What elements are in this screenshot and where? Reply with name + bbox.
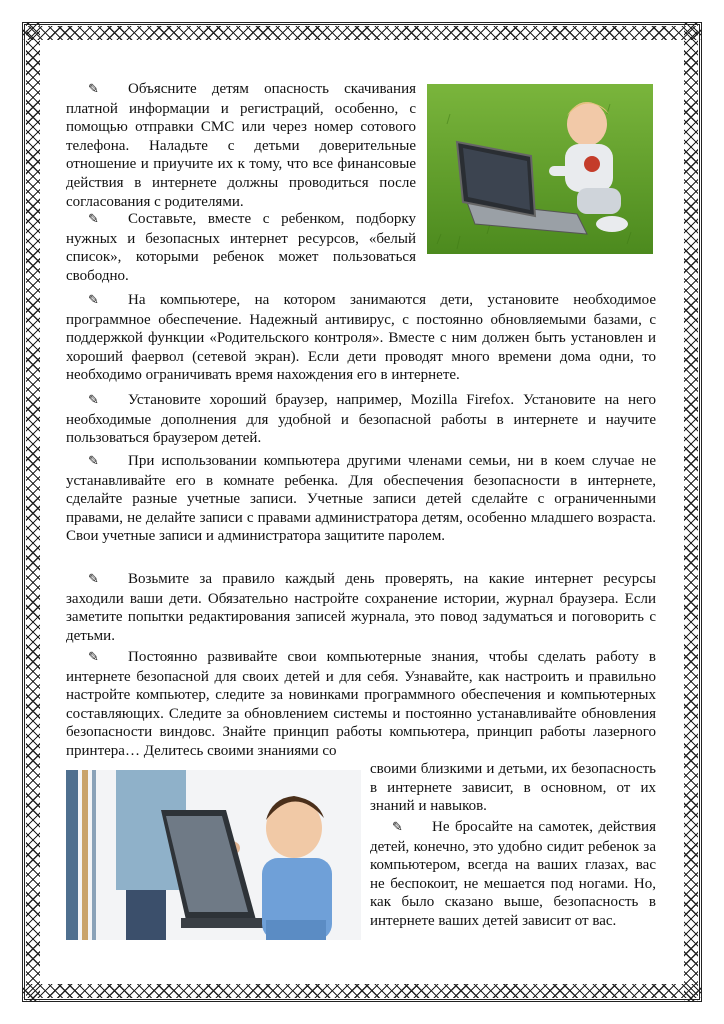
tip-paragraph-whitelist [66,210,416,285]
boy-laptop-illustration [66,770,361,940]
tip-paragraph-supervision [370,818,656,931]
pencil-icon: ✎ [88,212,99,227]
pencil-icon: ✎ [88,293,99,308]
tip-text: Не бросайте на самотек, действия детей, конечно, это удобно сидит ребенок за компьютером, всегда на ваших глазах, вас не беспокоит, не мешается под ногами. Но, как было сказано выше, безопасность в интернете ваших детей зависит от вас. [370,819,656,929]
tip-text: Установите хороший браузер, например, Mozilla Firefox. Установите на него необходимые дополнения для удобной и безопасной работы в интернете и научите пользоваться браузером детей. [66,392,656,447]
ornament-border-bottom [22,984,702,998]
tip-paragraph-accounts [66,452,656,546]
photo-toddler-laptop [427,84,653,254]
tip-paragraph-browser [66,391,656,448]
tip-text: Объясните детям опасность скачивания платной информации и регистраций, особенно, с помощью отправки СМС или через номер сотового телефона. Наладьте с детьми доверительные отношение и приучите их к тому, что все финансовые действия в интернете должны проводиться после согласования с родителями. [66,81,416,210]
tip-paragraph-software [66,291,656,385]
pencil-icon: ✎ [88,393,99,408]
pencil-icon: ✎ [88,82,99,97]
pencil-icon: ✎ [88,650,99,665]
tip-paragraph-knowledge [66,648,656,761]
ornament-border-right [684,22,698,1002]
ornament-border-left [26,22,40,1002]
pencil-icon: ✎ [392,820,403,835]
tip-text: Возьмите за правило каждый день проверять, на какие интернет ресурсы заходили ваши дети. Обязательно настройте сохранение истории, журнал браузера. Если заметите попытки редактирования записей журнала, это повод задуматься и поговорить с детьми. [66,571,656,644]
tip-text: Постоянно развивайте свои компьютерные знания, чтобы сделать работу в интернете безопасной для своих детей и для себя. Узнавайте, как настроить и правильно настройте компьютер, следите за новинками программного обеспечения и компьютерных составляющих. Следите за обновлением системы и постоянно устанавливайте обновления безопасности виндовс. Знайте принцип работы компьютера, принцип работы лазерного принтера… Делитесь своими знаниями со [66,649,656,759]
tip-paragraph-knowledge-continued [370,760,656,816]
photo-boy-laptop [66,770,361,940]
pencil-icon: ✎ [88,454,99,469]
tip-text: Составьте, вместе с ребенком, подборку нужных и безопасных интернет ресурсов, «белый список», которыми ребенок может пользоваться свободно. [66,211,416,284]
tip-paragraph-paid-content [66,80,416,211]
ornament-border-top [22,26,702,40]
tip-text: своими близкими и детьми, их безопасность в интернете зависит, в основном, от их знаний и навыков. [370,761,656,815]
tip-text: На компьютере, на котором занимаются дети, установите необходимое программное обеспечение. Надежный антивирус, с постоянно обновляемыми базами, с поддержкой функции «Родительского контроля». Вместе с ним должен быть установлен и хороший фаервол (сетевой экран). Если дети проводят много времени дома одни, то необходимо ограничивать время нахождения его в интернете. [66,292,656,384]
pencil-icon: ✎ [88,572,99,587]
tip-text: При использовании компьютера другими членами семьи, ни в коем случае не устанавливайте его в комнате ребенка. Для обеспечения безопасности в интернете, сделайте разные учетные записи. Учетные записи детей сделайте с ограниченными правами, не делайте записи с правами администратора детям, особенно младшего возраста. Свои учетные записи и администратора защитите паролем. [66,453,656,545]
tip-paragraph-history [66,570,656,645]
toddler-laptop-illustration [427,84,653,254]
